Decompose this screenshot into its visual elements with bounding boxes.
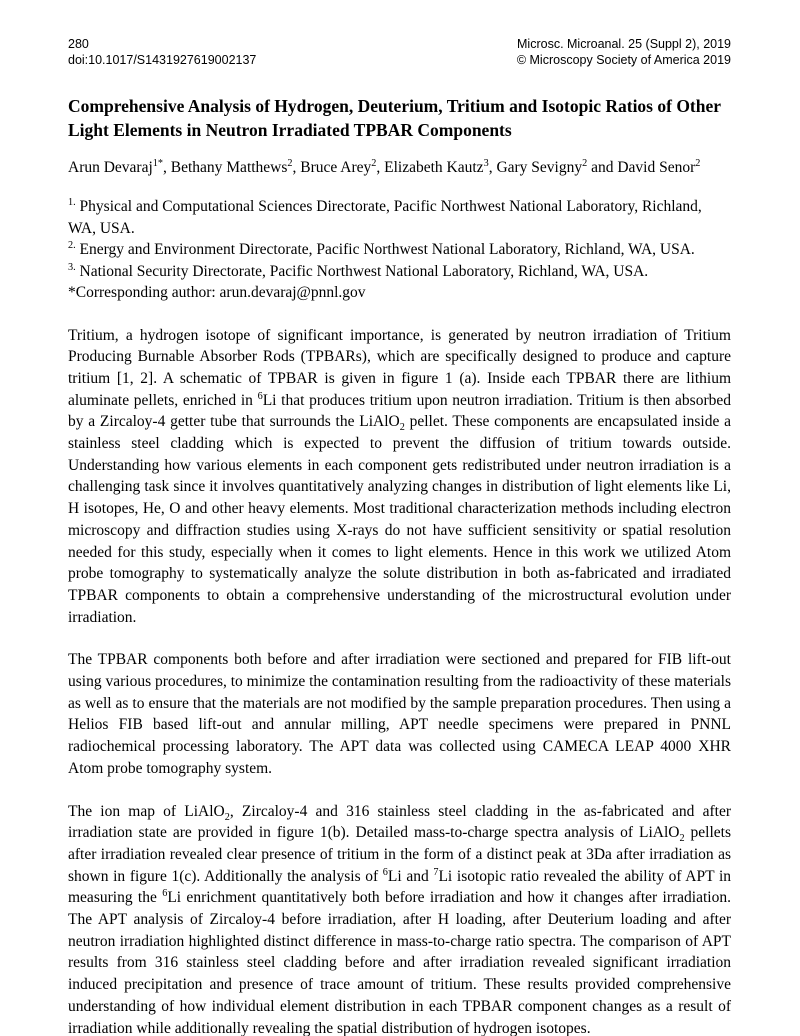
- page-header: [68, 36, 731, 68]
- affiliation-1: $^{1.}$ Physical and Computational Sciences Directorate, Pacific Northwest National Laboratory, Richland, WA, USA.: [68, 196, 702, 237]
- doi: doi:10.1017/S1431927619002137: [68, 53, 257, 67]
- author-line: Arun Devaraj$^{1*}$, Bethany Matthews$^2$, Bruce Arey$^2$, Elizabeth Kautz$^3$, Gary Sevigny$^2$ and David Senor$^2$: [68, 157, 701, 176]
- affiliations-block: [68, 196, 731, 304]
- paper-title: Comprehensive Analysis of Hydrogen, Deuterium, Tritium and Isotopic Ratios of Other Light Elements in Neutron Irradiated TPBAR Components: [68, 96, 721, 140]
- paragraph-1: Tritium, a hydrogen isotope of significant importance, is generated by neutron irradiation of Tritium Producing Burnable Absorber Rods (TPBARs), which are specifically designed to produce and capture tritium [1, 2]. A schematic of TPBAR is given in figure 1 (a). Inside each TPBAR there are lithium aluminate pellets, enriched in $^6$Li that produces tritium upon neutron irradiation. Tritium is then absorbed by a Zircaloy-4 getter tube that surrounds the LiAlO$_2$ pellet. These components are encapsulated inside a stainless steel cladding which is expected to prevent the diffusion of tritium towards outside. Understanding how various elements in each component gets redistributed under neutron irradiation is a challenging task since it involves quantitatively analyzing changes in distribution of light elements like Li, H isotopes, He, O and other heavy elements. Most traditional characterization methods including electron microscopy and diffraction studies using X-rays do not have sufficient sensitivity or spatial resolution needed for this study, especially when it comes to light elements. Hence in this work we utilized Atom probe tomography to systematically analyze the solute distribution in both as-fabricated and irradiated TPBAR components to obtain a comprehensive understanding of the microstructural evolution under irradiation.: [68, 326, 732, 626]
- journal-reference: Microsc. Microanal. 25 (Suppl 2), 2019: [517, 37, 731, 51]
- copyright-notice: © Microscopy Society of America 2019: [516, 53, 731, 67]
- header-right: [517, 36, 731, 68]
- paragraph-2: The TPBAR components both before and after irradiation were sectioned and prepared for FIB lift-out using various procedures, to minimize the contamination resulting from the radioactivity of these materials as well as to ensure that the materials are not modified by the sample preparation procedures. Then using a Helios FIB based lift-out and annular milling, APT needle specimens were prepared in PNNL radiochemical processing laboratory. The APT data was collected using CAMECA LEAP 4000 XHR Atom probe tomography system.: [68, 651, 731, 777]
- paragraph-3: The ion map of LiAlO$_2$, Zircaloy-4 and 316 stainless steel cladding in the as-fabricated and after irradiation state are provided in figure 1(b). Detailed mass-to-charge spectra analysis of LiAlO$_2$ pellets after irradiation revealed clear presence of tritium in the form of a distinct peak at 3Da after irradiation as shown in figure 1(c). Additionally the analysis of $^6$Li and $^7$Li isotopic ratio revealed the ability of APT in measuring the $^6$Li enrichment quantitatively both before irradiation and how it changes after irradiation. The APT analysis of Zircaloy-4 before irradiation, after H loading, after Deuterium loading and after neutron irradiation highlighted distinct difference in mass-to-charge ratio spectra. The comparison of APT results from 316 stainless steel cladding before and after irradiation revealed significant irradiation induced precipitation and presence of trace amount of tritium. These results provided comprehensive understanding of how individual element distribution in each TPBAR component changes as a result of irradiation while additionally revealing the spatial distribution of hydrogen isotopes.: [68, 802, 732, 1036]
- affiliation-3: $^{3.}$ National Security Directorate, Pacific Northwest National Laboratory, Richland, WA, USA.: [68, 261, 649, 280]
- page-number: 280: [68, 37, 89, 51]
- corresponding-author: *Corresponding author: arun.devaraj@pnnl.gov: [68, 284, 366, 301]
- header-left: [68, 36, 256, 68]
- affiliation-2: $^{2.}$ Energy and Environment Directorate, Pacific Northwest National Laboratory, Richland, WA, USA.: [68, 239, 695, 258]
- abstract-body: [68, 325, 731, 1036]
